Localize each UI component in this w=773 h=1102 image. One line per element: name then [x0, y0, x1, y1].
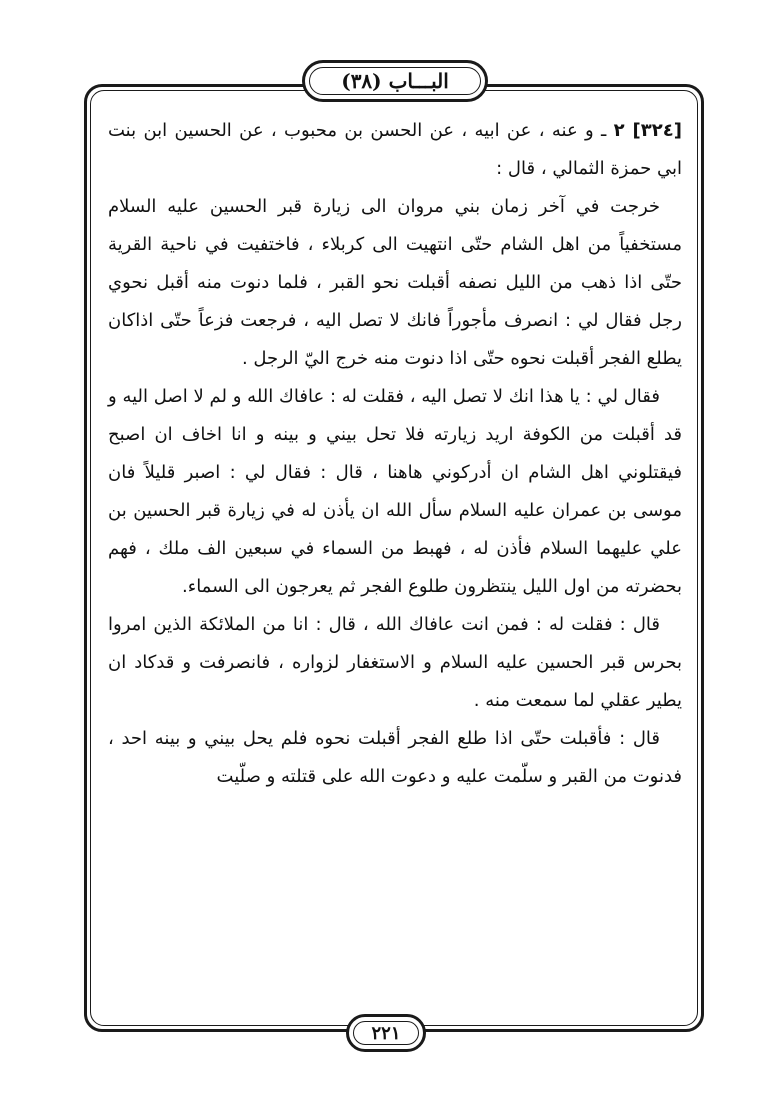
page-number: ٢٢١	[371, 1022, 401, 1044]
chapter-title-box	[302, 60, 488, 102]
hadith-paragraph-4: قال : فأقبلت حتّى اذا طلع الفجر أقبلت نحوه فلم يحل بيني و بينه احد ، فدنوت من القبر و سلّمت عليه و دعوت الله على قتلته و صلّيت	[108, 728, 682, 787]
hadith-paragraph-3: قال : فقلت له : فمن انت عافاك الله ، قال : انا من الملائكة الذين امروا بحرس قبر الحسين عليه السلام و الاستغفار لزواره ، فانصرفت و قدكاد ان يطير عقلي لما سمعت منه .	[108, 614, 682, 711]
page-number-box	[346, 1014, 426, 1052]
page-body	[108, 112, 682, 982]
chapter-title: البـــاب (٣٨)	[341, 69, 449, 93]
hadith-chain: ـ و عنه ، عن ابيه ، عن الحسن بن محبوب ، عن الحسين ابن بنت ابي حمزة الثمالي ، قال :	[108, 120, 682, 179]
hadith-number: [٣٢٤] ٢	[613, 120, 682, 141]
hadith-paragraph-2: فقال لي : يا هذا انك لا تصل اليه ، فقلت له : عافاك الله و لم لا اصل اليه و قد أقبلت من الكوفة اريد زيارته فلا تحل بيني و بينه و انا اخاف ان اصبح فيقتلوني اهل الشام ان أدركوني هاهنا ، قال : فقال لي : اصبر قليلاً فان موسى بن عمران عليه السلام سأل الله ان يأذن له في زيارة قبر الحسين بن علي عليهما السلام فأذن له ، فهبط من السماء في سبعين الف ملك ، فهم بحضرته من اول الليل ينتظرون طلوع الفجر ثم يعرجون الى السماء.	[108, 386, 682, 597]
hadith-chain-paragraph	[108, 112, 682, 188]
hadith-paragraph-1: خرجت في آخر زمان بني مروان الى زيارة قبر الحسين عليه السلام مستخفياً من اهل الشام حتّى انتهيت الى كربلاء ، فاختفيت في ناحية القرية حتّى اذا ذهب من الليل نصفه أقبلت نحو القبر ، فلما دنوت منه أقبل نحوي رجل فقال لي : انصرف مأجوراً فانك لا تصل اليه ، فرجعت فزعاً حتّى اذاكان يطلع الفجر أقبلت نحوه حتّى اذا دنوت منه خرج اليّ الرجل .	[108, 196, 682, 369]
